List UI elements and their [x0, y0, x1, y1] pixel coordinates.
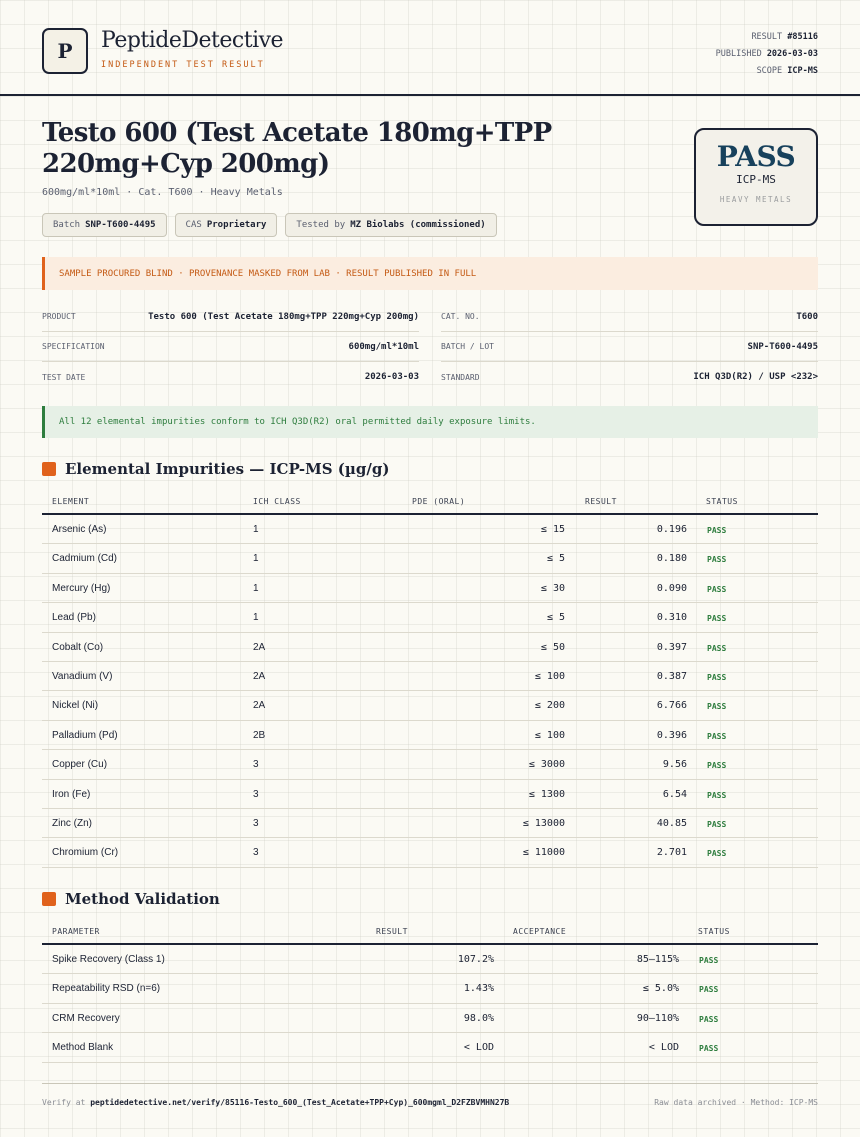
meta-result-value: #85116: [787, 32, 818, 42]
status-badge: PASS: [699, 1044, 719, 1054]
pde-cell: ≤ 15: [540, 524, 565, 535]
verify-line: [42, 1098, 509, 1107]
result-cell: 0.090: [656, 582, 687, 594]
result-cell: 9.56: [662, 759, 687, 771]
pde-cell: ≤ 5: [546, 553, 565, 565]
meta-result-label: RESULT: [751, 32, 783, 42]
element-cell: Palladium (Pd): [52, 729, 118, 741]
element-cell: Nickel (Ni): [52, 700, 99, 712]
table-row: [42, 750, 818, 779]
acceptance-cell: ≤ 5.0%: [642, 983, 679, 995]
verdict-word: PASS: [716, 140, 796, 173]
result-cell: 0.310: [656, 612, 687, 624]
table-row: [42, 515, 818, 544]
table-row: [42, 721, 818, 750]
parameter-cell: Repeatability RSD (n=6): [52, 983, 161, 995]
info-row: [441, 332, 818, 362]
pde-cell: ≤ 3000: [528, 759, 565, 771]
pde-cell: ≤ 200: [534, 700, 565, 712]
info-value: 2026-03-03: [364, 372, 419, 382]
ich-class-cell: 1: [253, 612, 259, 624]
impurities-table: [42, 490, 818, 868]
parameter-cell: Spike Recovery (Class 1): [52, 954, 165, 965]
col-ich-class: ICH CLASS: [253, 497, 301, 506]
validation-body: [42, 945, 818, 1063]
info-label: CAT. NO.: [441, 312, 480, 321]
result-cell: 0.396: [656, 729, 687, 741]
archive-note: Raw data archived · Method: ICP-MS: [654, 1098, 818, 1107]
ich-class-cell: 2B: [253, 729, 266, 741]
status-badge: PASS: [707, 643, 727, 653]
validation-table: [42, 920, 818, 1063]
status-badge: PASS: [707, 790, 727, 800]
info-row: [441, 302, 818, 332]
info-value: ICH Q3D(R2) / USP <232>: [693, 372, 818, 382]
ich-class-cell: 1: [253, 524, 259, 535]
status-badge: PASS: [707, 731, 727, 741]
report-header: [0, 0, 860, 96]
col-status: STATUS: [706, 497, 738, 506]
element-cell: Lead (Pb): [52, 612, 96, 624]
result-cell: 1.43%: [463, 983, 494, 995]
info-label: TEST DATE: [42, 372, 86, 382]
section-marker-icon: [42, 462, 56, 476]
acceptance-cell: < LOD: [648, 1042, 679, 1054]
impurities-title: Elemental Impurities — ICP-MS (µg/g): [65, 460, 390, 478]
status-badge: PASS: [699, 985, 719, 995]
info-value: T600: [796, 311, 818, 322]
chip-value: Proprietary: [206, 220, 267, 230]
batch-chip: [42, 213, 167, 237]
table-row: [42, 662, 818, 691]
table-row: [42, 1004, 818, 1033]
status-badge: PASS: [707, 614, 727, 624]
col-result: RESULT: [376, 927, 408, 936]
element-cell: Mercury (Hg): [52, 582, 111, 594]
status-badge: PASS: [707, 702, 727, 712]
result-cell: 0.397: [656, 641, 687, 653]
table-row: [42, 974, 818, 1003]
info-label: PRODUCT: [42, 312, 76, 321]
chip-value: MZ Biolabs (commissioned): [350, 220, 486, 230]
verdict-method: ICP-MS: [736, 173, 776, 186]
parameter-cell: Method Blank: [52, 1042, 114, 1054]
procurement-notice: SAMPLE PROCURED BLIND · PROVENANCE MASKED FROM LAB · RESULT PUBLISHED IN FULL: [42, 257, 818, 290]
element-cell: Iron (Fe): [52, 788, 91, 800]
ich-class-cell: 3: [253, 788, 259, 800]
table-row: [42, 574, 818, 603]
element-cell: Chromium (Cr): [52, 847, 119, 859]
info-row: [42, 332, 419, 362]
table-row: [42, 945, 818, 974]
report-meta: [716, 29, 818, 80]
element-cell: Vanadium (V): [52, 670, 113, 682]
brand-name[interactable]: PeptideDetective: [101, 28, 284, 53]
status-badge: PASS: [699, 956, 719, 965]
meta-published: [716, 46, 818, 63]
status-badge: PASS: [707, 526, 727, 535]
pde-cell: ≤ 100: [534, 670, 565, 682]
col-acceptance: ACCEPTANCE: [513, 927, 567, 936]
info-label: STANDARD: [441, 372, 480, 382]
meta-published-value: 2026-03-03: [766, 49, 818, 59]
parameter-cell: CRM Recovery: [52, 1012, 120, 1024]
result-cell: 0.196: [656, 524, 687, 535]
result-cell: 0.180: [656, 553, 687, 565]
result-cell: < LOD: [463, 1042, 494, 1054]
meta-scope-value: ICP-MS: [787, 66, 818, 76]
acceptance-cell: 85–115%: [636, 954, 679, 965]
result-cell: 6.766: [656, 700, 687, 712]
info-row: [441, 362, 818, 392]
table-row: [42, 838, 818, 867]
status-badge: PASS: [707, 761, 727, 771]
chip-label: Batch: [53, 220, 81, 230]
info-label: BATCH / LOT: [441, 342, 494, 351]
ich-class-cell: 1: [253, 553, 259, 565]
tested-by-chip: [285, 213, 496, 237]
result-cell: 98.0%: [463, 1012, 494, 1024]
info-value: 600mg/ml*10ml: [348, 341, 419, 352]
element-cell: Copper (Cu): [52, 759, 108, 771]
acceptance-cell: 90–110%: [636, 1012, 679, 1024]
meta-result: [716, 29, 818, 46]
info-value: Testo 600 (Test Acetate 180mg+TPP 220mg+Cyp 200mg): [148, 311, 419, 322]
ich-class-cell: 2A: [253, 670, 266, 682]
status-badge: PASS: [707, 584, 727, 594]
product-chips: [42, 213, 497, 237]
report-footer: [42, 1083, 818, 1107]
section-marker-icon: [42, 892, 56, 906]
result-cell: 40.85: [656, 817, 687, 829]
info-row: [42, 302, 419, 332]
status-badge: PASS: [707, 672, 727, 682]
brand-tagline: INDEPENDENT TEST RESULT: [101, 60, 265, 70]
ich-class-cell: 3: [253, 847, 259, 859]
info-grid-left: [42, 302, 419, 392]
pde-cell: ≤ 100: [534, 729, 565, 741]
ich-class-cell: 1: [253, 582, 259, 594]
info-row: [42, 362, 419, 392]
status-badge: PASS: [707, 819, 727, 829]
pde-cell: ≤ 11000: [522, 847, 565, 859]
validation-section-header: [42, 890, 220, 908]
verdict-card: [694, 128, 818, 226]
info-value: SNP-T600-4495: [747, 341, 818, 352]
chip-value: SNP-T600-4495: [85, 220, 156, 230]
product-title: Testo 600 (Test Acetate 180mg+TPP 220mg+Cyp 200mg): [42, 118, 552, 179]
table-row: [42, 809, 818, 838]
brand-logo: P: [42, 28, 88, 74]
element-cell: Arsenic (As): [52, 524, 107, 535]
status-badge: PASS: [699, 1014, 719, 1024]
verdict-scope: HEAVY METALS: [719, 195, 793, 204]
verify-label: Verify at: [42, 1098, 86, 1107]
result-cell: 2.701: [656, 847, 687, 859]
chip-label: Tested by: [296, 220, 346, 230]
table-row: [42, 691, 818, 720]
status-badge: PASS: [707, 555, 727, 565]
ich-class-cell: 2A: [253, 700, 266, 712]
info-label: SPECIFICATION: [42, 342, 105, 351]
result-cell: 107.2%: [457, 954, 494, 965]
result-cell: 6.54: [662, 788, 687, 800]
element-cell: Cobalt (Co): [52, 641, 104, 653]
info-grid-right: [441, 302, 818, 392]
meta-published-label: PUBLISHED: [715, 49, 762, 59]
element-cell: Zinc (Zn): [52, 817, 92, 829]
col-element: ELEMENT: [52, 497, 90, 506]
table-row: [42, 1033, 818, 1062]
impurities-body: [42, 515, 818, 868]
table-header: [42, 490, 818, 515]
status-badge: PASS: [707, 849, 727, 859]
pde-cell: ≤ 5: [546, 612, 565, 624]
pde-cell: ≤ 50: [540, 641, 565, 653]
ich-class-cell: 3: [253, 759, 259, 771]
chip-label: CAS: [185, 220, 202, 230]
pde-cell: ≤ 13000: [522, 817, 565, 829]
verify-link[interactable]: peptidedetective.net/verify/85116-Testo_600_(Test_Acetate+TPP+Cyp)_600mgml_D2FZBVMHN27B: [90, 1098, 510, 1107]
ich-class-cell: 2A: [253, 641, 266, 653]
conformance-notice: All 12 elemental impurities conform to ICH Q3D(R2) oral permitted daily exposure limits.: [42, 406, 818, 438]
table-row: [42, 603, 818, 632]
impurities-section-header: [42, 460, 389, 478]
col-parameter: PARAMETER: [52, 927, 100, 936]
table-row: [42, 544, 818, 573]
col-result: RESULT: [585, 497, 617, 506]
pde-cell: ≤ 1300: [528, 788, 565, 800]
col-pde: PDE (ORAL): [412, 497, 466, 506]
cas-chip: [175, 213, 278, 237]
ich-class-cell: 3: [253, 817, 259, 829]
table-row: [42, 633, 818, 662]
pde-cell: ≤ 30: [540, 582, 565, 594]
element-cell: Cadmium (Cd): [52, 553, 118, 565]
product-subtitle: 600mg/ml*10ml · Cat. T600 · Heavy Metals: [42, 187, 283, 198]
col-status: STATUS: [698, 927, 730, 936]
meta-scope-label: SCOPE: [756, 66, 783, 76]
validation-title: Method Validation: [65, 890, 220, 908]
result-cell: 0.387: [656, 670, 687, 682]
table-row: [42, 780, 818, 809]
meta-scope: [716, 63, 818, 80]
table-header: [42, 920, 818, 945]
